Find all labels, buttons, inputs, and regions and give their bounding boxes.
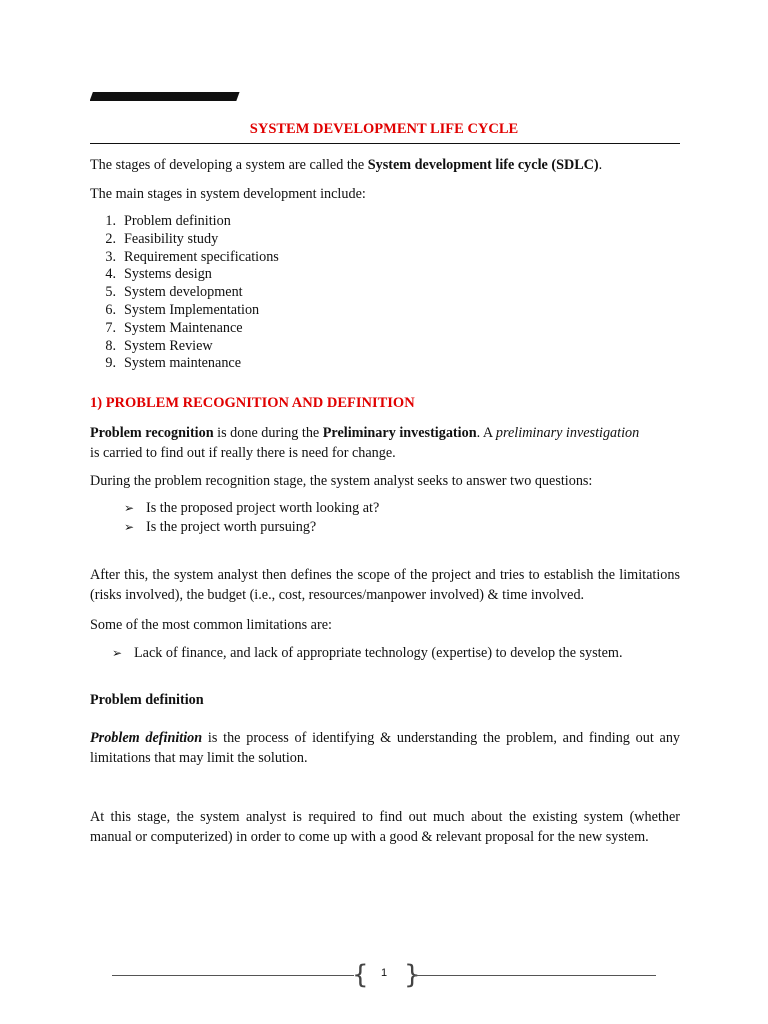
list-item [124, 518, 379, 537]
title-underline [90, 143, 680, 144]
questions-intro-paragraph: During the problem recognition stage, the system analyst seeks to answer two questions: [90, 473, 593, 489]
list-label: System development [124, 284, 243, 301]
section-heading-problem-definition: Problem definition [90, 692, 204, 708]
preliminary-investigation-paragraph [90, 423, 680, 463]
list-number: 6. [105, 301, 116, 318]
list-number: 7. [105, 319, 116, 336]
list-number: 9. [105, 355, 116, 372]
intro-paragraph-sdlc [90, 155, 680, 175]
list-item [90, 213, 279, 231]
page-number: 1 [380, 967, 388, 979]
list-label: Feasibility study [124, 230, 219, 247]
list-item [90, 338, 279, 356]
existing-system-paragraph: At this stage, the system analyst is required to find out much about the existing system (whether manual or computerized) in order to come up with a good & relevant proposal for the new system. [90, 809, 680, 845]
list-number: 2. [105, 230, 116, 247]
preliminary-investigation-italic: preliminary investigation [495, 425, 640, 441]
list-item [90, 231, 279, 249]
questions-list [124, 499, 379, 537]
list-label: System maintenance [124, 355, 242, 372]
list-item [90, 320, 279, 338]
list-label: Requirement specifications [124, 248, 279, 265]
list-item [90, 355, 279, 373]
list-number: 8. [105, 337, 116, 354]
footer-rule-left [112, 975, 354, 976]
list-label: Problem definition [124, 213, 231, 229]
paragraph-text: is carried to find out if really there is need for change. [90, 445, 396, 461]
list-item [90, 266, 279, 284]
sdlc-term: System development life cycle (SDLC) [367, 157, 599, 173]
intro-period: . [598, 157, 603, 173]
intro-paragraph-stages: The main stages in system development include: [90, 186, 366, 202]
list-item [90, 302, 279, 320]
list-item [112, 644, 623, 663]
arrowhead-bullet-icon: ➢ [124, 501, 135, 515]
stages-list [90, 213, 279, 373]
list-label: Systems design [124, 266, 212, 283]
scope-paragraph: After this, the system analyst then defines the scope of the project and tries to establish the limitations (risks involved), the budget (i.e., cost, resources/manpower involved) & time involved. [90, 567, 680, 603]
intro-text: The stages of developing a system are called the [90, 157, 368, 173]
paragraph-text: . A [476, 425, 496, 441]
list-item [124, 499, 379, 518]
arrowhead-bullet-icon: ➢ [124, 520, 135, 534]
paragraph-text: is done during the [213, 425, 323, 441]
limitations-list [112, 644, 623, 663]
list-label: System Review [124, 337, 213, 354]
list-number: 4. [105, 266, 116, 283]
problem-recognition-term: Problem recognition [90, 425, 214, 441]
list-item [90, 284, 279, 302]
problem-definition-paragraph [90, 728, 680, 768]
page-title: SYSTEM DEVELOPMENT LIFE CYCLE [249, 121, 519, 137]
list-label: System Implementation [124, 301, 260, 318]
list-label: System Maintenance [124, 319, 243, 336]
problem-definition-term: Problem definition [90, 730, 203, 746]
list-item [90, 249, 279, 267]
limitations-intro-paragraph: Some of the most common limitations are: [90, 617, 332, 633]
right-brace-icon: } [404, 960, 421, 990]
list-label: Lack of finance, and lack of appropriate technology (expertise) to develop the system. [134, 645, 623, 661]
slash-separator: ///////////////////////////////////////////////////////////////////////////////////////////////////////////////////////////////////////////////////////////////////////////// [90, 92, 237, 104]
list-number: 3. [105, 248, 116, 265]
list-number: 5. [105, 284, 116, 301]
list-label: Is the proposed project worth looking at? [146, 500, 380, 516]
arrowhead-bullet-icon: ➢ [112, 646, 123, 660]
footer-rule-right [414, 975, 656, 976]
section-heading-problem-recognition: 1) PROBLEM RECOGNITION AND DEFINITION [90, 395, 415, 411]
list-label: Is the project worth pursuing? [146, 519, 317, 535]
list-number: 1. [105, 213, 116, 229]
preliminary-investigation-term: Preliminary investigation [322, 425, 477, 441]
paragraph-text: is the process of identifying & understanding the problem, and finding out any limitations that may limit the solution. [90, 730, 681, 766]
left-brace-icon: { [352, 960, 369, 990]
